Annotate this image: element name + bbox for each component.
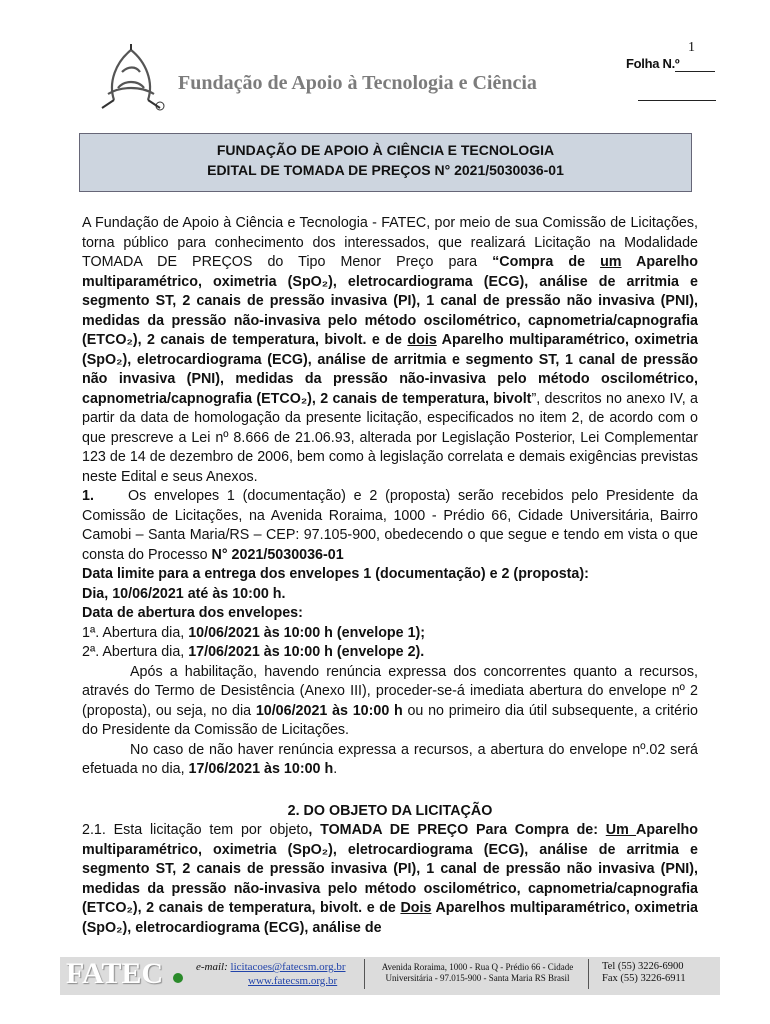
intro-text: A Fundação de Apoio à Ciência e Tecnologia - FATEC, por meio de sua Comissão de Licitações, torna público para conhecimento dos interessados, que realizará Licitação na Modalidade TOMADA DE PREÇOS do Tipo Menor Preço para <box>82 215 698 270</box>
first-opening-prefix: 1ª. Abertura dia, <box>82 624 189 641</box>
renuncia-paragraph <box>82 741 698 780</box>
habilitacao-text-2: ou no primeiro dia útil subsequente, a critério do Presidente da Comissão de Licitações. <box>82 702 698 738</box>
item-1-paragraph <box>82 487 698 565</box>
title-line-1: FUNDAÇÃO DE APOIO À CIÊNCIA E TECNOLOGIA <box>216 142 555 158</box>
footer-email <box>196 961 346 973</box>
deadline-label: Data limite para a entrega dos envelopes 1 (documentação) e 2 (proposta): <box>82 566 589 582</box>
org-title: Fundação de Apoio à Tecnologia e Ciência <box>178 72 537 94</box>
intro-text-2: ”, descritos no anexo IV, a partir da data de homologação da presente licitação, especificados no item 2, de acordo com o que prescreve a Lei nº 8.666 de 21.06.93, alterada por Legislação Posterior, Lei Complementar 123 de 14 de dezembro de 2006, bem como à legislação correlata e demais exigências previstas neste Edital e seus Anexos. <box>82 390 698 485</box>
renuncia-text: No caso de não haver renúncia expressa a recursos, a abertura do envelope nº.02 será efetuada no dia, <box>82 741 698 777</box>
renuncia-text-2: . <box>333 761 338 777</box>
item-1-text: Os envelopes 1 (documentação) e 2 (proposta) serão recebidos pelo Presidente da Comissão de Licitações, na Avenida Roraima, 1000 - Prédio 66, Cidade Universitária, Bairro Camobi – Santa Maria/RS – CEP: 97.105-900, obedecendo o que segue e tendo em vista o que consta do Processo <box>82 488 698 563</box>
folha-signature-line <box>638 100 716 101</box>
registered-mark-icon <box>173 973 183 983</box>
website-link[interactable]: www.fatecsm.org.br <box>248 975 338 987</box>
title-line-2: EDITAL DE TOMADA DE PREÇOS N° 2021/5030036-01 <box>207 162 564 178</box>
folha-label: Folha N.º <box>626 56 680 71</box>
section-2-bold-2: Compra de: <box>507 822 606 838</box>
section-2-paragraph <box>82 821 698 938</box>
second-opening-prefix: 2ª. Abertura dia, <box>82 644 189 660</box>
footer-logo: FATEC <box>66 957 164 990</box>
intro-underline-2: dois <box>407 332 437 348</box>
edital-title-box <box>79 133 692 192</box>
section-2-text: 2.1. Esta licitação tem por objeto <box>82 822 309 838</box>
intro-paragraph <box>82 214 698 487</box>
footer-fax: Fax (55) 3226-6911 <box>602 973 686 984</box>
section-2-bold-1: , TOMADA DE PREÇO Para <box>308 822 508 838</box>
email-label: e-mail: <box>196 961 228 973</box>
email-link[interactable]: licitacoes@fatecsm.org.br <box>230 961 346 973</box>
folha-number: 1 <box>688 40 695 55</box>
intro-underline-1: um <box>600 254 622 270</box>
footer-address: Avenida Roraima, 1000 - Rua Q - Prédio 66 - Cidade Universitária - 97.015-900 - Santa Maria RS Brasil <box>381 962 574 983</box>
document-body <box>82 214 698 938</box>
fatec-logo-icon <box>96 42 166 112</box>
processo-number: N° 2021/5030036-01 <box>211 546 344 563</box>
footer-divider <box>364 959 365 989</box>
second-opening <box>82 643 698 663</box>
intro-bold-3: Aparelho multiparamétrico, oximetria (SpO₂), eletrocardiograma (ECG), análise de arritmia e segmento ST, 1 canal de pressão não invasiva (PNI), medidas da pressão não-invasiva pelo método oscilométrico, capnometria/capnografia (ETCO₂), 2 canais de temperatura, bivolt <box>82 332 698 407</box>
section-2-title: 2. DO OBJETO DA LICITAÇÃO <box>287 802 493 819</box>
folha-underline <box>675 71 715 72</box>
intro-bold-1: “Compra de <box>492 254 601 270</box>
footer-phones <box>602 961 686 985</box>
footer-tel: Tel (55) 3226-6900 <box>602 961 684 972</box>
deadline-value: Dia, 10/06/2021 até às 10:00 h. <box>82 585 286 602</box>
habilitacao-date: 10/06/2021 às 10:00 h <box>255 702 403 719</box>
footer-divider <box>588 959 589 989</box>
first-opening <box>82 624 698 644</box>
section-2-bold-4: Aparelhos multiparamétrico, oximetria (SpO₂), eletrocardiograma (ECG), análise de <box>82 900 698 936</box>
habilitacao-text: Após a habilitação, havendo renúncia expressa dos concorrentes quanto a recursos, através do Termo de Desistência (Anexo III), proceder-se-á imediata abertura do envelope nº 2 (proposta), ou seja, no dia <box>82 663 698 719</box>
renuncia-date: 17/06/2021 às 10:00 h <box>188 761 334 777</box>
item-1-number: 1. <box>82 488 94 504</box>
section-2-bold-3: Aparelho multiparamétrico, oximetria (SpO₂), eletrocardiograma (ECG), análise de arritmia e segmento ST, 2 canais de pressão invasiva (PI), 1 canal de pressão não invasiva (PNI), medidas da pressão não-invasiva pelo método oscilométrico, capnometria/capnografia (ETCO₂), 2 canais de temperatura, bivolt. e de <box>82 822 699 916</box>
intro-bold-2: Aparelho multiparamétrico, oximetria (SpO₂), eletrocardiograma (ECG), análise de arritmia e segmento ST, 2 canais de pressão invasiva (PI), 1 canal de pressão não invasiva (PNI), medidas da pressão não-invasiva pelo método oscilométrico, capnometria/capnografia (ETCO₂), 2 canais de temperatura, bivolt. e de <box>82 254 699 348</box>
habilitacao-paragraph <box>82 663 698 741</box>
second-opening-value: 17/06/2021 às 10:00 h (envelope 2). <box>188 644 425 660</box>
section-2-underline-1: Um <box>605 822 637 838</box>
first-opening-value: 10/06/2021 às 10:00 h (envelope 1); <box>188 624 426 641</box>
section-2-underline-2: Dois <box>400 900 432 916</box>
page-footer <box>60 957 720 995</box>
opening-label: Data de abertura dos envelopes: <box>82 605 303 621</box>
